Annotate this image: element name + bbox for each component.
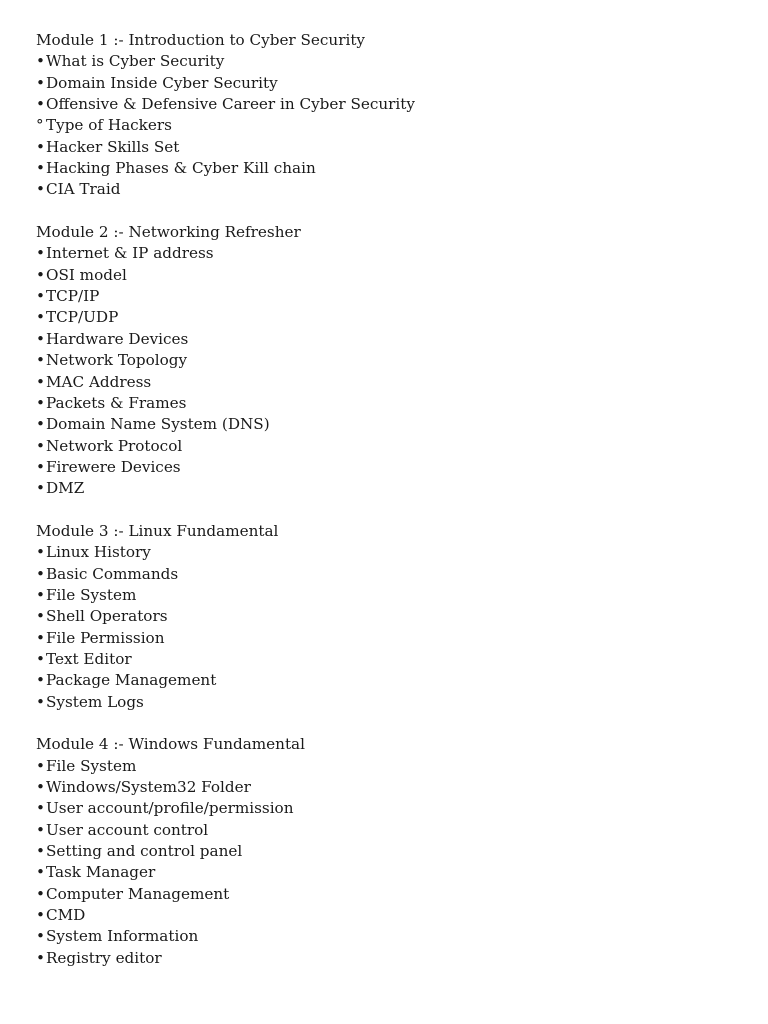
list-item-text: Package Management xyxy=(46,671,217,690)
bullet-icon: • xyxy=(36,287,45,306)
bullet-icon: • xyxy=(36,137,45,156)
bullet-icon: • xyxy=(36,393,45,412)
bullet-icon: • xyxy=(36,671,45,690)
list-item xyxy=(36,350,736,371)
list-item-text: Hacking Phases & Cyber Kill chain xyxy=(46,159,316,178)
bullet-icon: • xyxy=(36,756,45,775)
bullet-icon: • xyxy=(36,607,45,626)
list-item xyxy=(36,756,736,777)
list-item-text: Firewere Devices xyxy=(46,457,181,476)
bullet-icon: • xyxy=(36,479,45,498)
list-item-text: Packets & Frames xyxy=(46,393,187,412)
list-item-text: Hardware Devices xyxy=(46,329,189,348)
bullet-icon: • xyxy=(36,692,45,711)
bullet-icon: • xyxy=(36,820,45,839)
list-item-text: Registry editor xyxy=(46,948,162,967)
list-item-text: OSI model xyxy=(46,265,127,284)
bullet-icon: • xyxy=(36,457,45,476)
bullet-icon: • xyxy=(36,73,45,92)
list-item-text: Text Editor xyxy=(46,649,132,668)
list-item xyxy=(36,820,736,841)
list-item-text: System Information xyxy=(46,927,199,946)
module-title: Module 4 :- Windows Fundamental xyxy=(36,735,305,754)
bullet-icon: • xyxy=(36,948,45,967)
list-item-text: Computer Management xyxy=(46,884,230,903)
list-item xyxy=(36,926,736,947)
list-item xyxy=(36,670,736,691)
list-item-text: Setting and control panel xyxy=(46,842,243,861)
list-item xyxy=(36,307,736,328)
list-item xyxy=(36,564,736,585)
bullet-icon: • xyxy=(36,778,45,797)
list-item xyxy=(36,692,736,713)
list-item xyxy=(36,265,736,286)
degree-bullet-icon: ° xyxy=(36,116,44,135)
list-item xyxy=(36,478,736,499)
list-item xyxy=(36,94,736,115)
bullet-icon: • xyxy=(36,415,45,434)
module-title: Module 3 :- Linux Fundamental xyxy=(36,521,279,540)
list-item-text: System Logs xyxy=(46,692,144,711)
list-item-text: File System xyxy=(46,756,137,775)
list-item xyxy=(36,457,736,478)
list-item-text: CMD xyxy=(46,906,86,925)
bullet-icon: • xyxy=(36,159,45,178)
list-item xyxy=(36,777,736,798)
list-item xyxy=(36,243,736,264)
list-item-text: What is Cyber Security xyxy=(46,52,225,71)
list-item-text: Linux History xyxy=(46,543,151,562)
list-item-text: Basic Commands xyxy=(46,564,179,583)
list-item xyxy=(36,606,736,627)
list-item-text: Domain Inside Cyber Security xyxy=(46,73,278,92)
list-item xyxy=(36,542,736,563)
bullet-icon: • xyxy=(36,564,45,583)
list-item-text: Offensive & Defensive Career in Cyber Security xyxy=(46,95,415,114)
list-item xyxy=(36,798,736,819)
list-item xyxy=(36,51,736,72)
bullet-icon: • xyxy=(36,628,45,647)
bullet-icon: • xyxy=(36,436,45,455)
list-item-text: DMZ xyxy=(46,479,85,498)
list-item xyxy=(36,158,736,179)
bullet-icon: • xyxy=(36,95,45,114)
module-section-4 xyxy=(36,734,736,969)
bullet-icon: • xyxy=(36,543,45,562)
list-item xyxy=(36,436,736,457)
list-item xyxy=(36,585,736,606)
bullet-icon: • xyxy=(36,372,45,391)
list-item xyxy=(36,905,736,926)
list-item xyxy=(36,372,736,393)
list-item-text: Network Protocol xyxy=(46,436,183,455)
document-page xyxy=(36,30,736,990)
list-item xyxy=(36,884,736,905)
module-section-3 xyxy=(36,521,736,713)
list-item xyxy=(36,73,736,94)
list-item xyxy=(36,115,736,136)
list-item xyxy=(36,329,736,350)
list-item-text: File Permission xyxy=(46,628,165,647)
list-item xyxy=(36,649,736,670)
list-item-text: MAC Address xyxy=(46,372,152,391)
list-item xyxy=(36,393,736,414)
list-item-text: User account control xyxy=(46,820,209,839)
bullet-icon: • xyxy=(36,52,45,71)
bullet-icon: • xyxy=(36,927,45,946)
bullet-icon: • xyxy=(36,799,45,818)
module-section-2 xyxy=(36,222,736,499)
list-item-text: Internet & IP address xyxy=(46,244,214,263)
list-item xyxy=(36,137,736,158)
list-item-text: User account/profile/permission xyxy=(46,799,294,818)
list-item-text: Domain Name System (DNS) xyxy=(46,415,270,434)
list-item xyxy=(36,841,736,862)
bullet-icon: • xyxy=(36,585,45,604)
list-item xyxy=(36,862,736,883)
module-title: Module 2 :- Networking Refresher xyxy=(36,223,301,242)
list-item xyxy=(36,948,736,969)
list-item-text: TCP/IP xyxy=(46,287,100,306)
bullet-icon: • xyxy=(36,842,45,861)
list-item-text: Hacker Skills Set xyxy=(46,137,180,156)
list-item xyxy=(36,179,736,200)
list-item-text: TCP/UDP xyxy=(46,308,119,327)
list-item xyxy=(36,628,736,649)
bullet-icon: • xyxy=(36,863,45,882)
list-item-text: Task Manager xyxy=(46,863,156,882)
bullet-icon: • xyxy=(36,244,45,263)
bullet-icon: • xyxy=(36,906,45,925)
module-title: Module 1 :- Introduction to Cyber Security xyxy=(36,31,366,49)
module-section-1 xyxy=(36,30,736,201)
bullet-icon: • xyxy=(36,351,45,370)
list-item xyxy=(36,286,736,307)
list-item-text: Windows/System32 Folder xyxy=(46,778,251,797)
list-item-text: Network Topology xyxy=(46,351,188,370)
bullet-icon: • xyxy=(36,884,45,903)
bullet-icon: • xyxy=(36,265,45,284)
bullet-icon: • xyxy=(36,180,45,199)
bullet-icon: • xyxy=(36,308,45,327)
list-item-text: File System xyxy=(46,585,137,604)
bullet-icon: • xyxy=(36,649,45,668)
bullet-icon: • xyxy=(36,329,45,348)
list-item-text: Shell Operators xyxy=(46,607,168,626)
list-item xyxy=(36,414,736,435)
list-item-text: CIA Traid xyxy=(46,180,121,199)
list-item-text: Type of Hackers xyxy=(46,116,172,135)
